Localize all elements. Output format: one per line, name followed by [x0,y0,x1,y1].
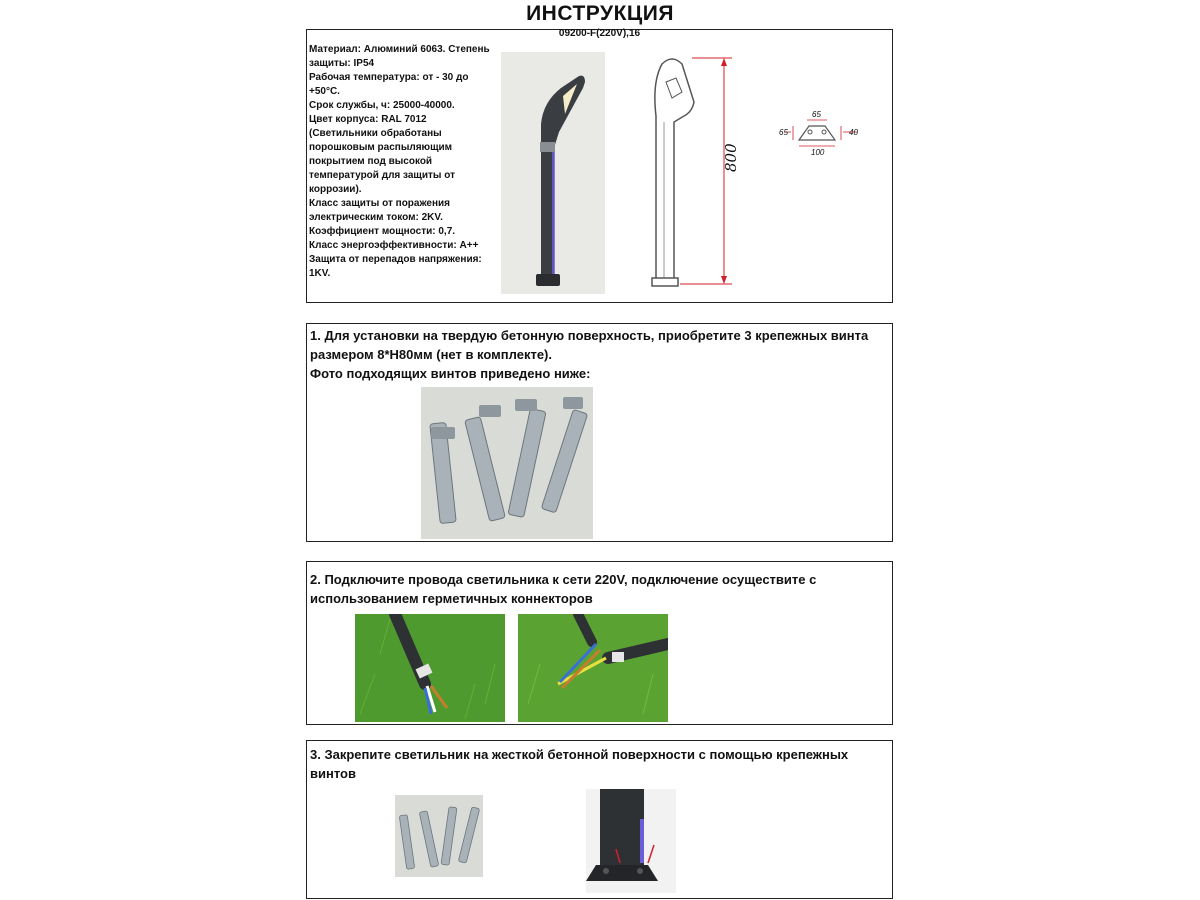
height-dimension-label: 800 [722,143,740,172]
step3-panel [306,740,893,899]
spec-item-power-factor: Коэффициент мощности: 0,7. [309,226,456,237]
spec-item-energy-class: Класс энергоэффективности: А++ [309,240,479,251]
base-left-dimension: 65 [779,128,788,137]
step2-instruction: 2. Подключите провода светильника к сети 220V, подключение осуществите с использованием герметичных коннекторов [310,572,817,606]
base-right-dimension: 40 [849,128,858,137]
base-top-dimension: 65 [812,110,821,119]
page-title: ИНСТРУКЦИЯ [526,2,674,25]
spec-item-coating: (Светильники обработаны порошковым распыляющим покрытием под высокой температурой для защиты от коррозии). [309,128,455,195]
spec-item-temperature: Рабочая температура: от - 30 до +50°С. [309,72,469,97]
spec-item-material: Материал: Алюминий 6063. Степень защиты: IP54 [309,44,490,69]
step1-panel [306,323,893,542]
screws-photo [421,387,593,539]
spec-list [309,43,494,281]
spec-item-surge-protection: Защита от перепадов напряжения: 1KV. [309,254,482,279]
step1-text [310,326,888,383]
mounted-base-photo [586,789,676,893]
screws-photo-small [395,795,483,877]
base-footprint-drawing [777,110,867,160]
spec-item-lifetime: Срок службы, ч: 25000-40000. [309,100,455,111]
product-photo [501,52,605,294]
step1-photo-caption: Фото подходящих винтов приведено ниже: [310,366,591,381]
spec-panel [306,29,893,303]
step1-instruction: 1. Для установки на твердую бетонную поверхность, приобретите 3 крепежных винта размером 8*Н80мм (нет в комплекте). [310,328,869,362]
model-number: 09200-F(220V),16 [558,28,641,39]
step2-panel [306,561,893,725]
wires-photo-1 [355,614,505,722]
step3-instruction: 3. Закрепите светильник на жесткой бетонной поверхности с помощью крепежных винтов [310,747,849,781]
spec-item-shock-protection: Класс защиты от поражения электрическим током: 2KV. [309,198,451,223]
spec-item-color: Цвет корпуса: RAL 7012 [309,114,427,125]
base-bottom-dimension: 100 [811,148,825,157]
technical-drawing [632,52,752,294]
wires-photo-2 [518,614,668,722]
